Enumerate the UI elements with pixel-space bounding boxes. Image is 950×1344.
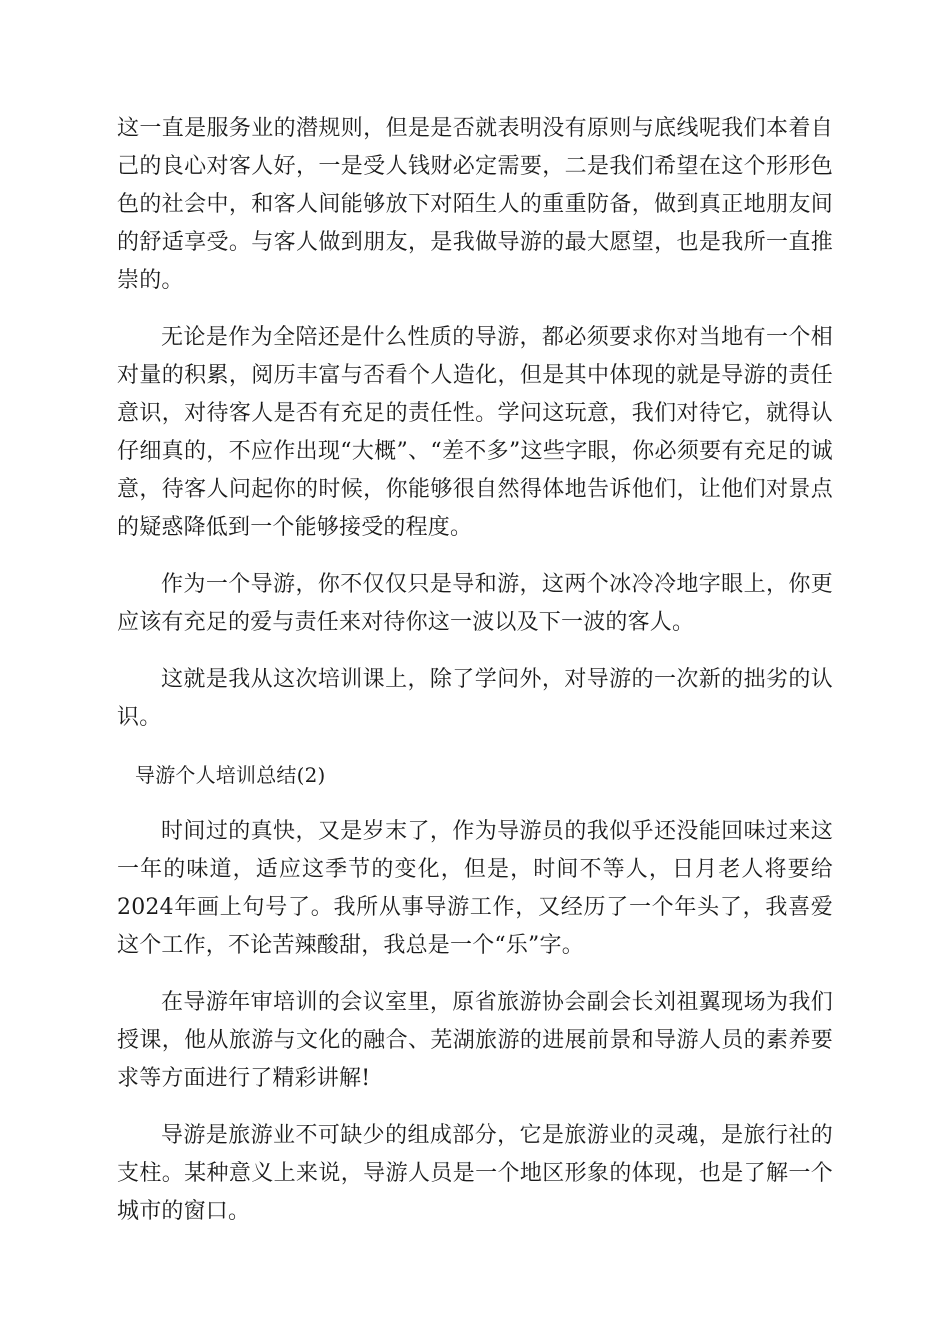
document-body: [117, 110, 833, 1250]
paragraph: 这一直是服务业的潜规则，但是是否就表明没有原则与底线呢我们本着自己的良心对客人好，一是受人钱财必定需要，二是我们希望在这个形形色色的社会中，和客人间能够放下对陌生人的重重防备，做到真正地朋友间的舒适享受。与客人做到朋友，是我做导游的最大愿望，也是我所一直推崇的。: [117, 116, 833, 293]
paragraph: 无论是作为全陪还是什么性质的导游，都必须要求你对当地有一个相对量的积累，阅历丰富与否看个人造化，但是其中体现的就是导游的责任意识，对待客人是否有充足的责任性。学问这玩意，我们对待它，就得认仔细真的，不应作出现“大概”、“差不多”这些字眼，你必须要有充足的诚意，待客人问起你的时候，你能够很自然得体地告诉他们，让他们对景点的疑惑降低到一个能够接受的程度。: [117, 325, 833, 540]
section-heading: 导游个人培训总结(2): [135, 763, 326, 787]
paragraph: 作为一个导游，你不仅仅只是导和游，这两个冰冷冷地字眼上，你更应该有充足的爱与责任来对待你这一波以及下一波的客人。: [117, 572, 833, 635]
paragraph: 这就是我从这次培训课上，除了学问外，对导游的一次新的拙劣的认识。: [117, 667, 833, 730]
paragraph: 在导游年审培训的会议室里，原省旅游协会副会长刘祖翼现场为我们授课，他从旅游与文化的融合、芜湖旅游的进展前景和导游人员的素养要求等方面进行了精彩讲解!: [117, 990, 833, 1091]
paragraph: 导游是旅游业不可缺少的组成部分，它是旅游业的灵魂，是旅行社的支柱。某种意义上来说，导游人员是一个地区形象的体现，也是了解一个城市的窗口。: [117, 1123, 833, 1224]
paragraph: 时间过的真快，又是岁末了，作为导游员的我似乎还没能回味过来这一年的味道，适应这季节的变化，但是，时间不等人，日月老人将要给2024年画上句号了。我所从事导游工作，又经历了一个年头了，我喜爱这个工作，不论苦辣酸甜，我总是一个“乐”字。: [117, 819, 833, 958]
